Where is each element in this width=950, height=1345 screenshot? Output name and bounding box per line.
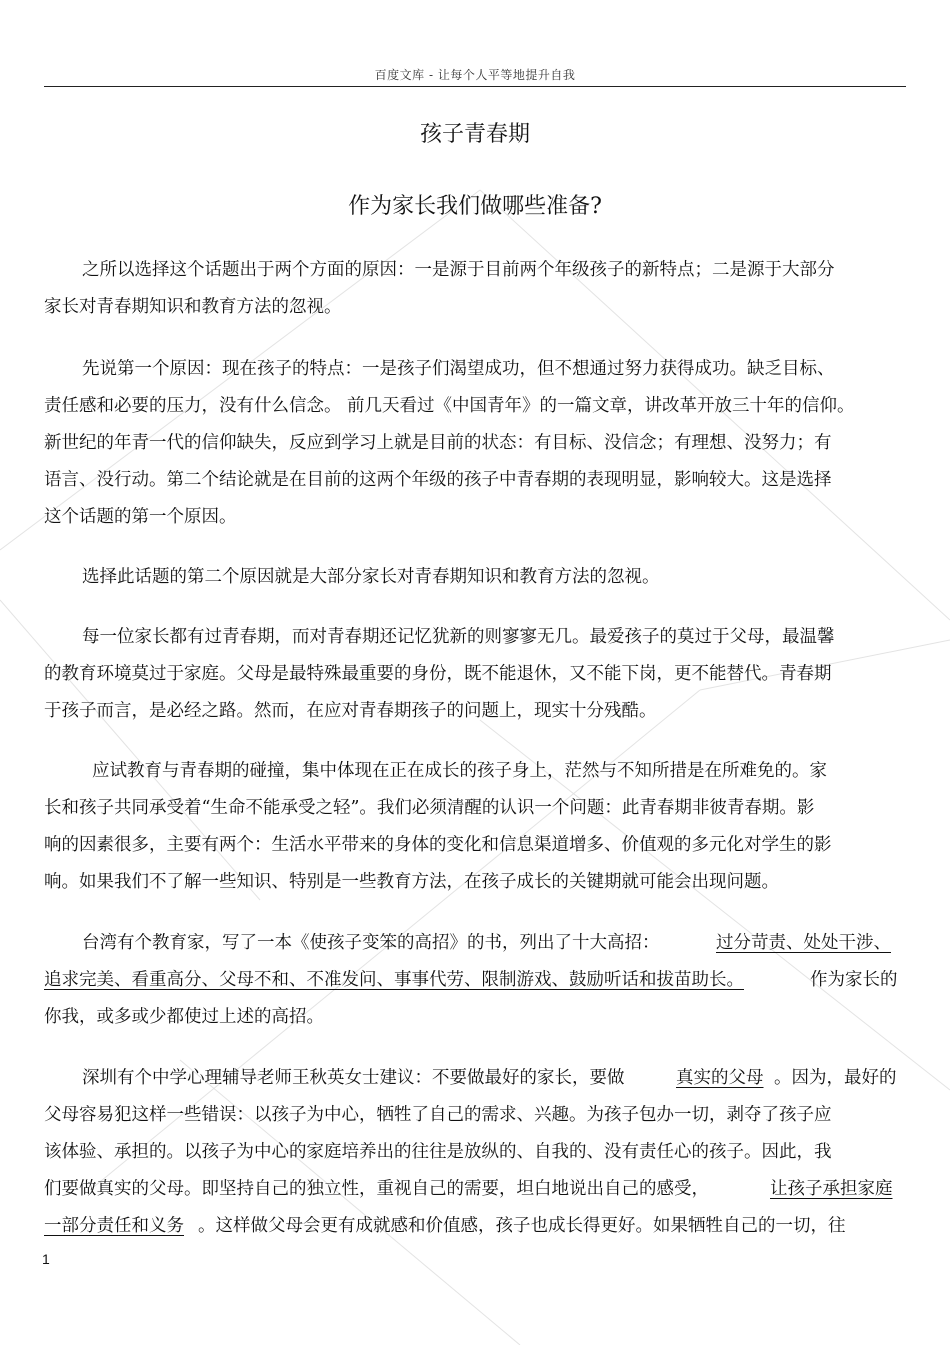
text-line: 长和孩子共同承受着“生命不能承受之轻”。我们必须清醒的认识一个问题：此青春期非彼青春期。影 [44,798,815,818]
page-number: 1 [42,1251,50,1267]
text-line: 每一位家长都有过青春期，而对青春期还记忆犹新的则寥寥无几。最爱孩子的莫过于父母，最温馨 [82,627,835,647]
text-line: 新世纪的年青一代的信仰缺失，反应到学习上就是目前的状态：有目标、没信念；有理想、没努力；有 [44,433,832,453]
text-line: 先说第一个原因：现在孩子的特点：一是孩子们渴望成功，但不想通过努力获得成功。缺乏目标、 [82,359,835,379]
text-line: 责任感和必要的压力，没有什么信念。 前几天看过《中国青年》的一篇文章，讲改革开放三十年的信仰。 [44,396,855,416]
header-divider [44,86,906,87]
text-line: 的教育环境莫过于家庭。父母是最特殊最重要的身份，既不能退休，又不能下岗，更不能替代。青春期 [44,664,832,684]
text-line: 响。如果我们不了解一些知识、特别是一些教育方法，在孩子成长的关键期就可能会出现问题。 [44,872,779,892]
text-line: 这个话题的第一个原因。 [44,507,237,527]
text-line: 深圳有个中学心理辅导老师王秋英女士建议：不要做最好的家长，要做 [82,1068,625,1088]
text-line: 应试教育与青春期的碰撞，集中体现在正在成长的孩子身上，茫然与不知所措是在所难免的。家 [92,761,827,781]
underlined-text: 一部分责任和义务 [44,1216,184,1236]
underlined-text: 追求完美、看重高分、父母不和、不准发问、事事代劳、限制游戏、鼓励听话和拔苗助长。 [44,970,744,990]
text-line: 该体验、承担的。以孩子为中心的家庭培养出的往往是放纵的、自我的、没有责任心的孩子。因此，我 [44,1142,832,1162]
text-line: 家长对青春期知识和教育方法的忽视。 [44,297,342,317]
text-line: 你我，或多或少都使过上述的高招。 [44,1007,324,1027]
text-line: 们要做真实的父母。即坚持自己的独立性，重视自己的需要，坦白地说出自己的感受， [44,1179,709,1199]
text-line: 语言、没行动。第二个结论就是在目前的这两个年级的孩子中青春期的表现明显，影响较大。这是选择 [44,470,832,490]
text-line: 父母容易犯这样一些错误：以孩子为中心，牺牲了自己的需求、兴趣。为孩子包办一切，剥夺了孩子应 [44,1105,832,1125]
document-subtitle: 作为家长我们做哪些准备? [348,194,602,219]
page-header: 百度文库 - 让每个人平等地提升自我 [374,68,576,82]
text-line: 。因为，最好的 [774,1068,897,1088]
underlined-text: 让孩子承担家庭 [770,1179,893,1199]
text-line: 作为家长的 [810,970,898,990]
text-line: 于孩子而言，是必经之路。然而，在应对青春期孩子的问题上，现实十分残酷。 [44,701,657,721]
text-line: 选择此话题的第二个原因就是大部分家长对青春期知识和教育方法的忽视。 [82,567,660,587]
text-line: 响的因素很多，主要有两个：生活水平带来的身体的变化和信息渠道增多、价值观的多元化对学生的影 [44,835,832,855]
document-title: 孩子青春期 [419,122,530,147]
text-line: 之所以选择这个话题出于两个方面的原因：一是源于目前两个年级孩子的新特点；二是源于大部分 [82,260,835,280]
underlined-text: 过分苛责、处处干涉、 [716,933,891,953]
text-line: 台湾有个教育家，写了一本《使孩子变笨的高招》的书，列出了十大高招： [82,933,660,953]
underlined-text: 真实的父母 [676,1068,764,1088]
text-line: 。这样做父母会更有成就感和价值感，孩子也成长得更好。如果牺牲自己的一切，往 [198,1216,846,1236]
